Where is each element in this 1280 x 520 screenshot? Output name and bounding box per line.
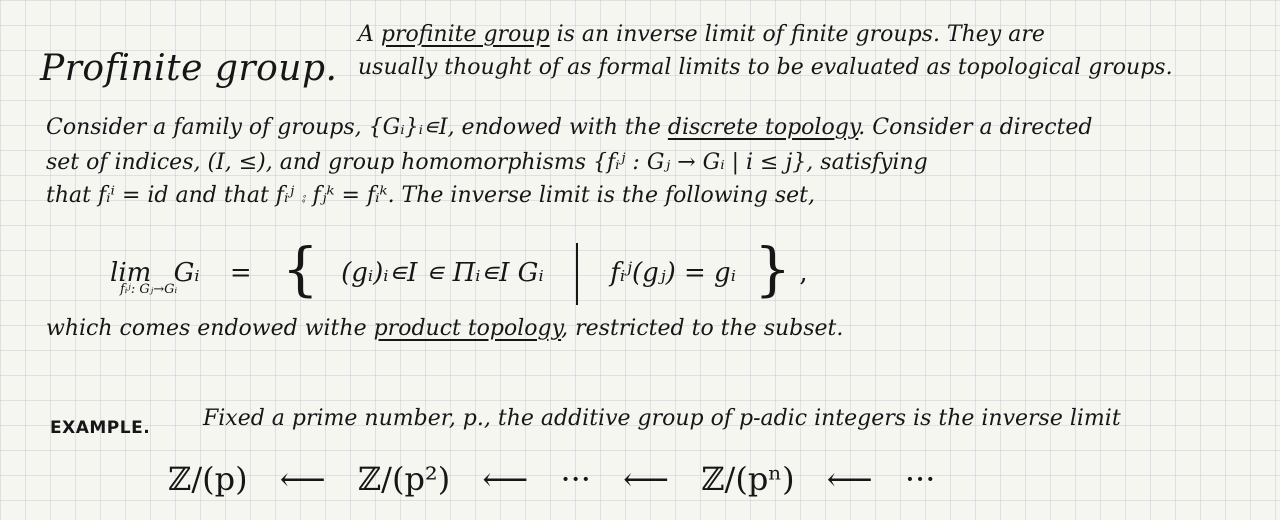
sequence-arrow: ⟵ bbox=[826, 460, 873, 498]
body-line-1-pre: Consider a family of groups, {Gᵢ}ᵢ∊I, endowed with the bbox=[46, 115, 668, 140]
body-line-1 bbox=[46, 115, 1093, 140]
example-text: Fixed a prime number, p., the additive group of p-adic integers is the inverse limit bbox=[203, 406, 1121, 431]
inverse-limit-formula bbox=[110, 232, 808, 305]
formula-element: (gᵢ)ᵢ∊I ∊ Πᵢ∊I Gᵢ bbox=[341, 258, 544, 288]
page-title: Profinite group. bbox=[40, 48, 338, 89]
intro-line-1 bbox=[358, 22, 1045, 47]
sequence-arrow: ⟵ bbox=[623, 460, 670, 498]
sequence-term: ℤ/(pⁿ) bbox=[701, 460, 795, 498]
padic-sequence bbox=[168, 460, 957, 498]
lim-subscript: fᵢʲ: Gⱼ→Gᵢ bbox=[120, 282, 178, 297]
formula-trailing-comma: , bbox=[799, 258, 808, 288]
intro-line-2: usually thought of as formal limits to be evaluated as topological groups. bbox=[358, 55, 1173, 80]
after-formula-pre: which comes endowed withe bbox=[46, 316, 374, 341]
sequence-ellipsis: ··· bbox=[560, 460, 591, 498]
discrete-topology-term: discrete topology bbox=[667, 115, 859, 140]
after-formula-line bbox=[46, 316, 843, 341]
sequence-arrow: ⟵ bbox=[279, 460, 326, 498]
body-line-2: set of indices, (I, ≤), and group homomorphisms {fᵢʲ : Gⱼ → Gᵢ | i ≤ j}, satisfying bbox=[46, 150, 928, 175]
formula-equals: = bbox=[229, 258, 252, 288]
sequence-ellipsis: ··· bbox=[904, 460, 936, 498]
product-topology-term: product topology bbox=[373, 316, 562, 341]
formula-condition: fᵢʲ(gⱼ) = gᵢ bbox=[610, 258, 736, 288]
lim-symbol: lim bbox=[110, 258, 152, 288]
body-line-3: that fᵢⁱ = id and that fᵢʲ ⨾ fⱼᵏ = fᵢᵏ. The inverse limit is the following set, bbox=[46, 183, 815, 208]
body-line-1-post: . Consider a directed bbox=[858, 115, 1093, 140]
lim-group: Gᵢ bbox=[173, 258, 200, 288]
sequence-term: ℤ/(p²) bbox=[357, 460, 451, 498]
after-formula-post: , restricted to the subset. bbox=[561, 316, 844, 341]
profinite-group-term: profinite group bbox=[380, 22, 550, 47]
intro-line-1-pre: A bbox=[358, 22, 381, 47]
left-brace: { bbox=[281, 235, 319, 303]
set-builder-bar bbox=[576, 243, 578, 305]
sequence-term: ℤ/(p) bbox=[168, 460, 248, 498]
sequence-arrow: ⟵ bbox=[482, 460, 529, 498]
right-brace: } bbox=[754, 235, 792, 303]
intro-line-1-post: is an inverse limit of finite groups. They are bbox=[549, 22, 1045, 47]
example-label: EXAMPLE. bbox=[50, 418, 151, 438]
